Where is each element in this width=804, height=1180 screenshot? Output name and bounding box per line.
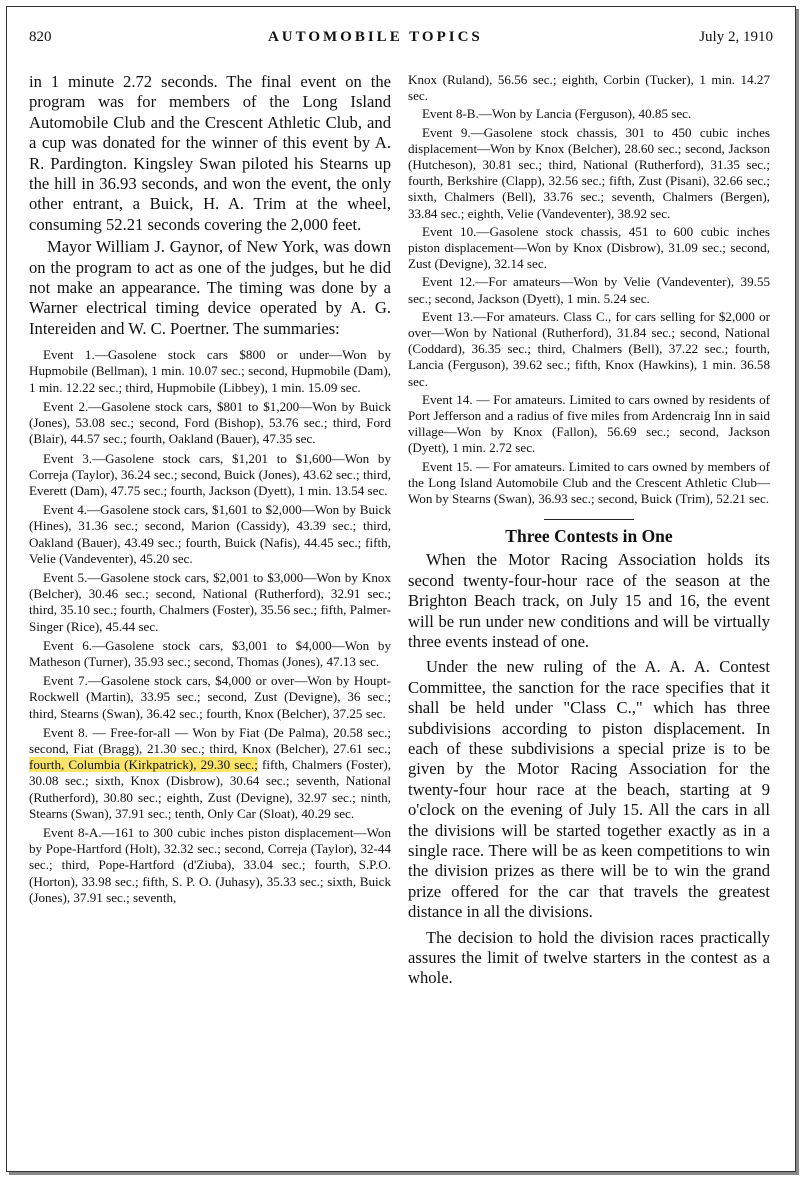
article-paragraph-3: The decision to hold the division races practically assures the limit of twelve starters in the contest as a whole.: [408, 927, 770, 988]
issue-date: July 2, 1910: [699, 29, 773, 45]
event-15: Event 15. — For amateurs. Limited to cars owned by members of the Long Island Automobile Club and the Crescent Athletic Club—Won by Stearns (Swan), 36.93 sec.; second, Buick (Trim), 52.21 sec.: [408, 458, 770, 507]
event-3: Event 3.—Gasolene stock cars, $1,201 to $1,600—Won by Correja (Taylor), 36.24 sec.; second, Buick (Jones), 43.62 sec.; third, Everett (Dam), 47.75 sec.; fourth, Jackson (Dyett), 1 min. 13.54 sec.: [29, 450, 391, 498]
event-6: Event 6.—Gasolene stock cars, $3,001 to $4,000—Won by Matheson (Turner), 35.93 sec.; second, Thomas (Jones), 47.13 sec.: [29, 637, 391, 669]
right-column: [408, 72, 770, 989]
section-title: Three Contests in One: [505, 526, 673, 547]
event-summaries-left: [29, 347, 391, 906]
publication-title: AUTOMOBILE TOPICS: [267, 29, 483, 45]
event-8-text-after: fifth, Chalmers (Foster), 30.08 sec.; sixth, Knox (Disbrow), 30.64 sec.; seventh, National (Rutherford), 30.80 sec.; eighth, Zust (Devigne), 32.97 sec.; ninth, Stearns (Swan), 37.91 sec.; tenth, Only Car (Sloat), 40.29 sec.: [29, 757, 391, 821]
event-7: Event 7.—Gasolene stock cars, $4,000 or over—Won by Houpt-Rockwell (Martin), 33.95 sec.; second, Zust (Devigne), 36 sec.; third, Stearns (Swan), 36.42 sec.; fourth, Knox (Belcher), 37.25 sec.: [29, 673, 391, 721]
lead-paragraph-1: in 1 minute 2.72 seconds. The final event on the program was for members of the Long Island Automobile Club and the Crescent Athletic Club, and a cup was donated for the winner of this event by A. R. Pardington. Kingsley Swan piloted his Stearns up the hill in 36.93 seconds, and won the event, the only other entrant, a Buick, H. A. Trim at the wheel, consuming 52.21 seconds covering the 2,000 feet.: [29, 72, 391, 234]
event-4: Event 4.—Gasolene stock cars, $1,601 to $2,000—Won by Buick (Hines), 31.36 sec.; second, Marion (Cassidy), 43.39 sec.; third, Oakland (Bauer), 43.49 sec.; fourth, Buick (Nafis), 44.45 sec.; fifth, Velie (Vandeventer), 45.20 sec.: [29, 502, 391, 566]
event-14: Event 14. — For amateurs. Limited to cars owned by residents of Port Jefferson and a radius of five miles from Ardencraig Inn in said village—Won by Knox (Fallon), 56.69 sec.; second, Jackson (Dyett), 1 min. 2.72 sec.: [408, 391, 770, 456]
left-column: [29, 72, 391, 909]
page-number: 820: [29, 29, 52, 45]
event-10: Event 10.—Gasolene stock chassis, 451 to 600 cubic inches piston displacement—Won by Knox (Disbrow), 31.09 sec.; second, Zust (Devigne), 32.14 sec.: [408, 223, 770, 272]
event-2: Event 2.—Gasolene stock cars, $801 to $1,200—Won by Buick (Jones), 53.08 sec.; second, Ford (Bishop), 53.76 sec.; third, Ford (Blair), 44.57 sec.; fourth, Oakland (Bauer), 47.35 sec.: [29, 398, 391, 447]
event-8a-continuation: Knox (Ruland), 56.56 sec.; eighth, Corbin (Tucker), 1 min. 14.27 sec.: [408, 72, 770, 104]
highlighted-result: fourth, Columbia (Kirkpatrick), 29.30 sec.;: [29, 757, 258, 773]
article-paragraph-2: Under the new ruling of the A. A. A. Contest Committee, the sanction for the race specifies that it shall be held under "Class C.," which has three subdivisions according to piston displacement. In each of these subdivisions a special prize is to be given by the Motor Racing Association for the twenty-four hour race at the beach, starting at 9 o'clock on the evening of July 15. All the cars in all the divisions will be started together exactly as in a single race. There will be as keen competitions to win the division prizes as there will be to win the grand prize offered for the car that travels the greatest distance in all the divisions.: [408, 657, 770, 922]
event-1: Event 1.—Gasolene stock cars $800 or under—Won by Hupmobile (Bellman), 1 min. 10.07 sec.; second, Hupmobile (Dam), 1 min. 12.22 sec.; third, Hupmobile (Libbey), 1 min. 15.09 sec.: [29, 347, 391, 395]
event-8: [29, 725, 391, 822]
event-5: Event 5.—Gasolene stock cars, $2,001 to $3,000—Won by Knox (Belcher), 30.46 sec.; second, National (Rutherford), 32.91 sec.; third, 35.10 sec.; fourth, Chalmers (Foster), 35.56 sec.; fifth, Palmer-Singer (Rice), 45.44 sec.: [29, 569, 391, 634]
magazine-page: [6, 6, 796, 1172]
page-header: [29, 29, 773, 53]
event-8-text-before: Event 8. — Free-for-all — Won by Fiat (De Palma), 20.58 sec.; second, Fiat (Bragg), 21.30 sec.; third, Knox (Belcher), 27.61 sec.;: [29, 724, 391, 756]
lead-paragraph-2: Mayor William J. Gaynor, of New York, was down on the program to act as one of the judges, but he did not make an appearance. The timing was done by a Warner electrical timing device operated by A. G. Intereiden and W. C. Poertner. The summaries:: [29, 237, 391, 338]
article-paragraph-1: When the Motor Racing Association holds its second twenty-four-hour race of the season at the Brighton Beach track, on July 15 and 16, the event will be run under new conditions and will be virtually three events instead of one.: [408, 550, 770, 651]
event-8b: Event 8-B.—Won by Lancia (Ferguson), 40.85 sec.: [422, 106, 692, 122]
event-12: Event 12.—For amateurs—Won by Velie (Vandeventer), 39.55 sec.; second, Jackson (Dyett), 1 min. 5.24 sec.: [408, 274, 770, 306]
event-13: Event 13.—For amateurs. Class C., for cars selling for $2,000 or over—Won by National (Rutherford), 31.84 sec.; second, National (Coddard), 36.35 sec.; third, Chalmers (Bell), 37.22 sec.; fourth, Lancia (Ferguson), 39.62 sec.; fifth, Knox (Hawkins), 1 min. 36.58 sec.: [408, 308, 770, 389]
event-9: Event 9.—Gasolene stock chassis, 301 to 450 cubic inches displacement—Won by Knox (Belcher), 28.60 sec.; second, Jackson (Hutcheson), 30.81 sec.; third, National (Rutherford), 31.35 sec.; fourth, Berkshire (Clapp), 32.56 sec.; fifth, Zust (Pisani), 32.66 sec.; sixth, Chalmers (Bell), 33.76 sec.; seventh, Chalmers (Bergen), 33.84 sec.; eighth, Velie (Vandeventer), 38.92 sec.: [408, 124, 770, 221]
event-8a: Event 8-A.—161 to 300 cubic inches piston displacement—Won by Pope-Hartford (Holt), 32.32 sec.; second, Correja (Taylor), 32-44 sec.; third, Pope-Hartford (d'Ziuba), 33.04 sec.; fourth, S.P.O. (Horton), 33.98 sec.; fifth, S. P. O. (Juhasy), 35.33 sec.; sixth, Buick (Jones), 37.91 sec.; seventh,: [29, 824, 391, 905]
section-divider: [544, 519, 634, 520]
